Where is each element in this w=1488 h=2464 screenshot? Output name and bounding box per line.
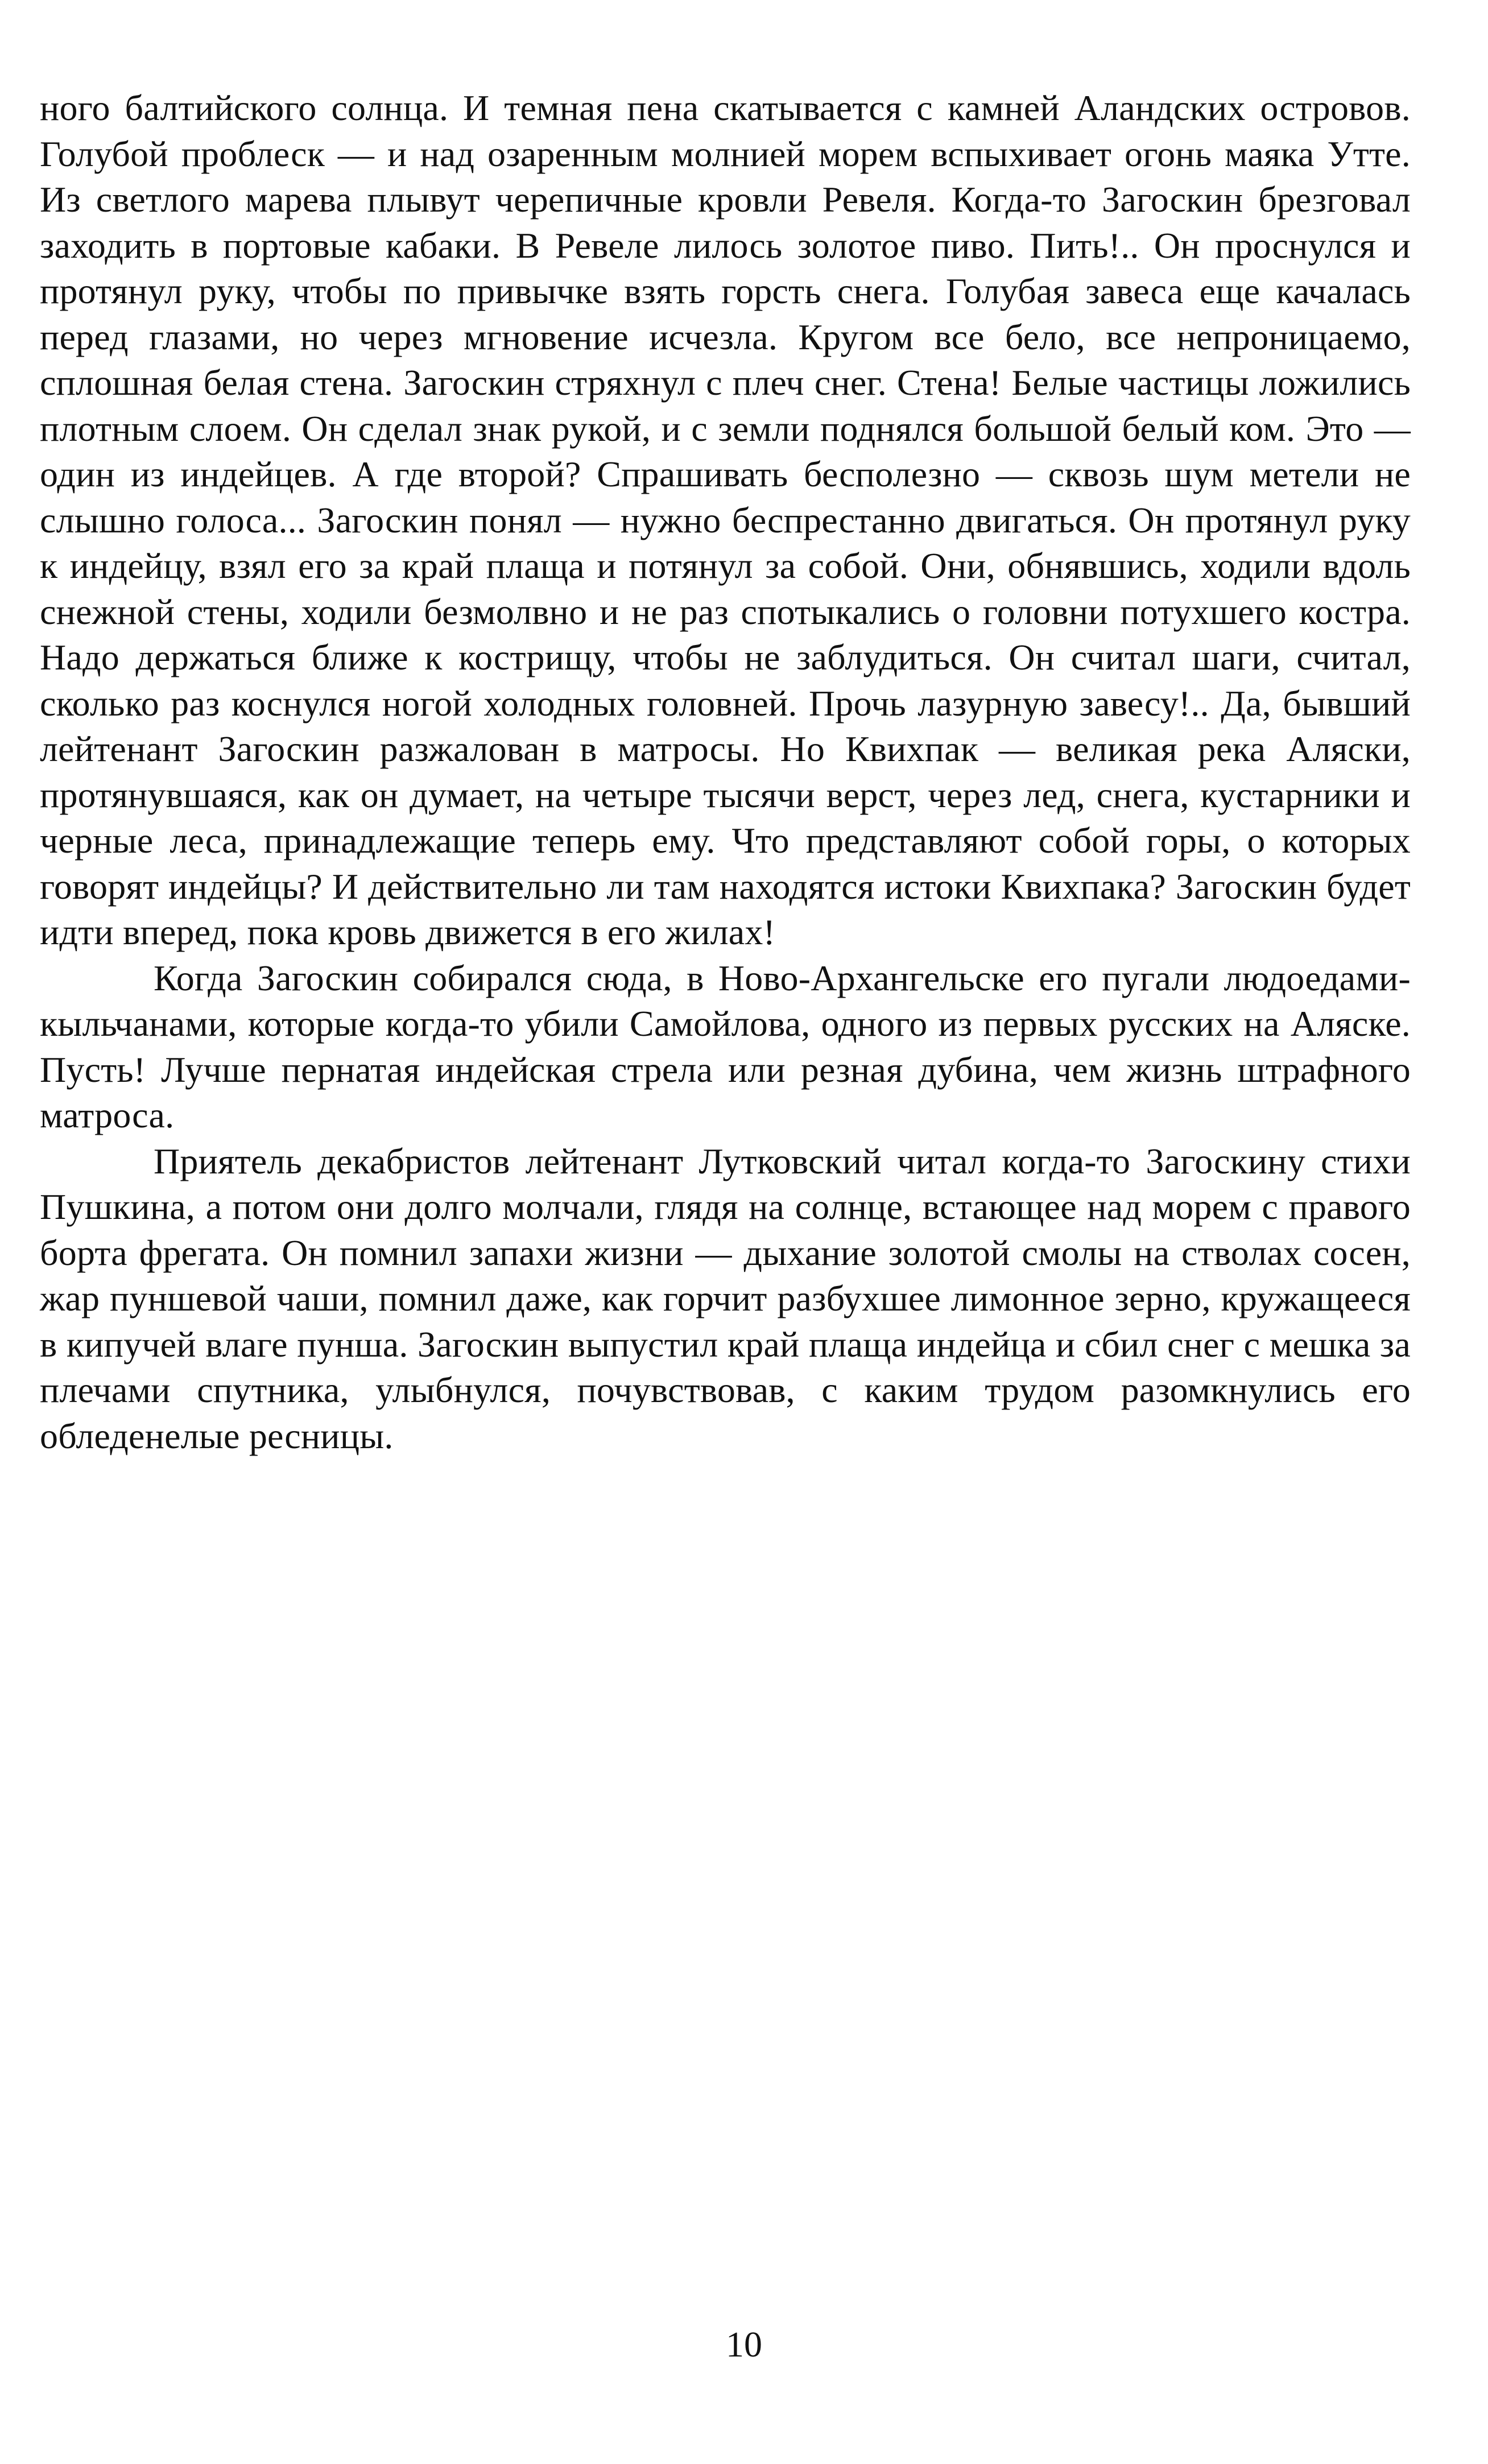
paragraph: Когда Загоскин собирался сюда, в Ново-Архангельске его пугали людоедами-кыльчанами, которые когда-то убили Самойлова, одного из первых русских на Аляске. Пусть! Лучше пернатая индейская стрела или резная дубина, чем жизнь штрафного матроса. xyxy=(40,957,1411,1135)
paragraph: Приятель декабристов лейтенант Лутковский читал когда-то Загоскину стихи Пушкина, а потом они долго молчали, глядя на солнце, встающее над морем с правого борта фрегата. Он помнил запахи жизни — дыхание золотой смолы на стволах сосен, жар пуншевой чаши, помнил даже, как горчит разбухшее лимонное зерно, кружащееся в кипучей влаге пунша. Загоскин выпустил край плаща индейца и сбил снег с мешка за плечами спутника, улыбнулся, почувствовав, с каким трудом разомкнулись его обледенелые ресницы. xyxy=(40,1140,1411,1456)
paragraph-continued: ного балтийского солнца. И темная пена скатывается с камней Аландских островов. Голубой проблеск — и над озаренным молнией морем вспыхивает огонь маяка Утте. Из светлого марева плывут черепичные кровли Ревеля. Когда-то Загоскин брезговал заходить в портовые кабаки. В Ревеле лилось золотое пиво. Пить!.. Он проснулся и протянул руку, чтобы по привычке взять горсть снега. Голубая завеса еще качалась перед глазами, но через мгновение исчезла. Кругом все бело, все непроницаемо, сплошная белая стена. Загоскин стряхнул с плеч снег. Стена! Белые частицы ложились плотным слоем. Он сделал знак рукой, и с земли поднялся большой белый ком. Это — один из индейцев. А где второй? Спрашивать бесполезно — сквозь шум метели не слышно голоса... Загоскин понял — нужно беспрестанно двигаться. Он протянул руку к индейцу, взял его за край плаща и потянул за собой. Они, обнявшись, ходили вдоль снежной стены, ходили безмолвно и не раз спотыкались о головни потухшего костра. Надо держаться ближе к кострищу, чтобы не заблудиться. Он считал шаги, считал, сколько раз коснулся ногой холодных головней. Прочь лазурную завесу!.. Да, бывший лейтенант Загоскин разжалован в матросы. Но Квихпак — великая река Аляски, протянувшаяся, как он думает, на четыре тысячи верст, через лед, снега, кустарники и черные леса, принадлежащие теперь ему. Что представляют собой горы, о которых говорят индейцы? И действительно ли там находятся истоки Квихпака? Загоскин будет идти вперед, пока кровь движется в его жилах! xyxy=(40,88,1411,952)
page-body xyxy=(40,85,1411,1459)
page-number: 10 xyxy=(726,2324,762,2364)
